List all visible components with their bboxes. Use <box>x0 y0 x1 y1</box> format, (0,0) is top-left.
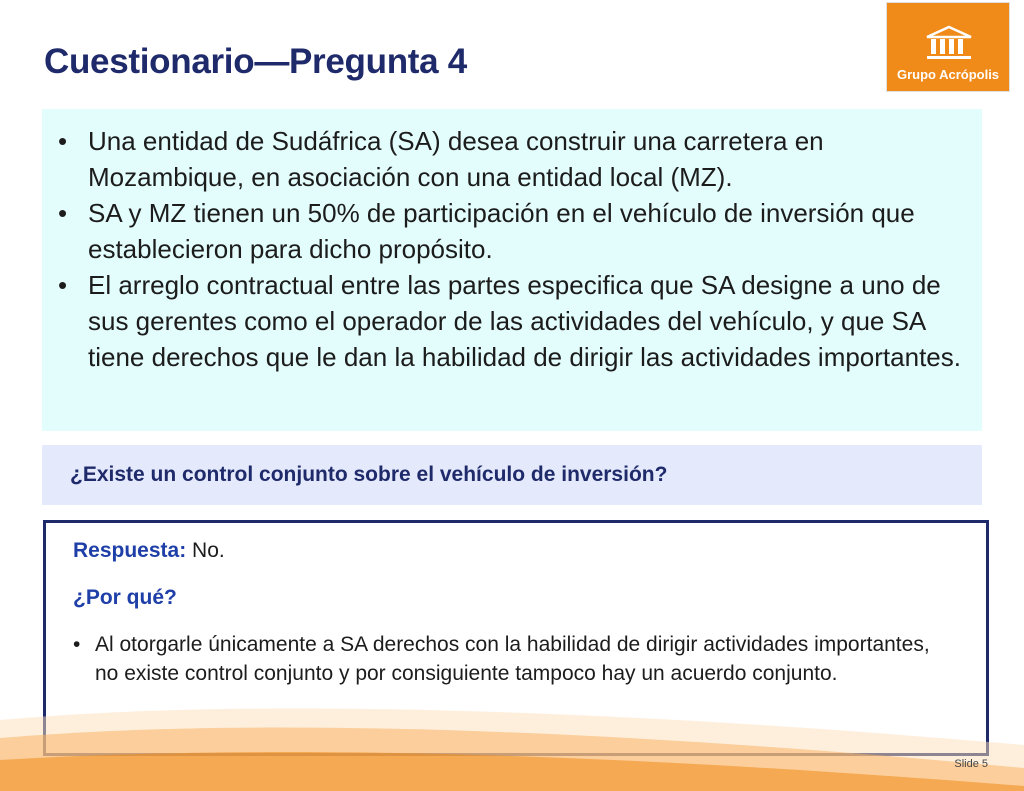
logo-text: Grupo Acrópolis <box>896 67 1000 82</box>
list-item <box>58 267 972 375</box>
slide-number: Slide 5 <box>954 758 988 770</box>
orange-swoosh-decoration <box>0 690 1024 791</box>
building-columns-icon <box>925 25 973 61</box>
list-item-text: El arreglo contractual entre las partes especifica que SA designe a uno de sus gerentes como el operador de las actividades del vehículo, y que SA tiene derechos que le dan la habilidad de dirigir las actividades importantes. <box>88 270 961 372</box>
answer-value: No. <box>192 539 225 562</box>
slide-title: Cuestionario—Pregunta 4 <box>44 42 467 81</box>
bullet-icon: • <box>58 270 68 300</box>
bullet-icon: • <box>58 198 68 228</box>
bullet-icon: • <box>73 633 81 656</box>
logo <box>886 2 1010 92</box>
list-item <box>58 195 972 267</box>
question-text: ¿Existe un control conjunto sobre el vehículo de inversión? <box>70 463 668 486</box>
scenario-list <box>42 109 982 375</box>
explanation-item <box>73 630 953 688</box>
list-item-text: Una entidad de Sudáfrica (SA) desea construir una carretera en Mozambique, en asociación con una entidad local (MZ). <box>88 126 824 192</box>
list-item-text: SA y MZ tienen un 50% de participación en el vehículo de inversión que establecieron para dicho propósito. <box>88 198 915 264</box>
scenario-box <box>42 109 982 431</box>
explanation-text: Al otorgarle únicamente a SA derechos con la habilidad de dirigir actividades importantes, no existe control conjunto y por consiguiente tampoco hay un acuerdo conjunto. <box>95 633 930 685</box>
question-box <box>42 445 982 505</box>
why-label: ¿Por qué? <box>73 586 177 609</box>
bullet-icon: • <box>58 126 68 156</box>
answer-line <box>73 539 225 563</box>
answer-label: Respuesta: <box>73 539 187 562</box>
list-item <box>58 123 972 195</box>
